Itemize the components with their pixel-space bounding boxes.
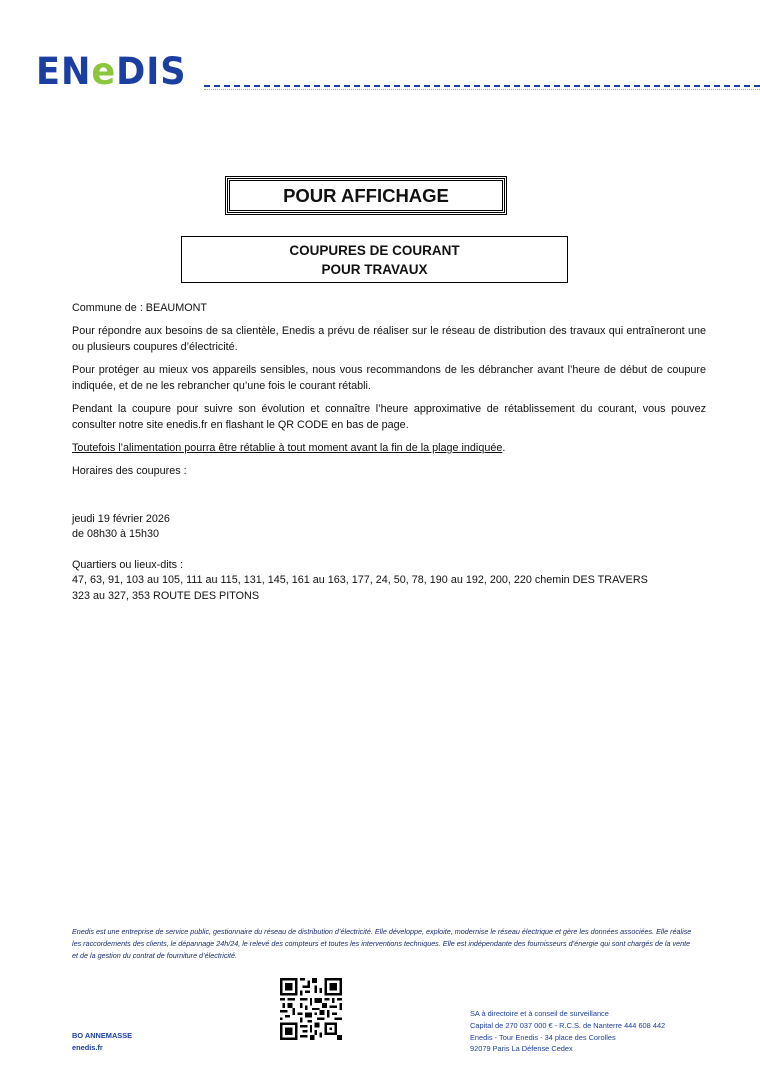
legal-notice: Enedis est une entreprise de service public, gestionnaire du réseau de distribution d’électricité. Elle développe, exploite, modernise le réseau électrique et gère les données associées. Elle réalise les raccordements des clients, le dépannage 24h/24, le relevé des compteurs et toutes les interventions techniques. Elle est indépendante des fournisseurs d’énergie qui sont chargés de la vente et de la gestion du contrat de fourniture d’électricité. (72, 927, 692, 960)
company-status: SA à directoire et à conseil de surveillance (470, 1009, 609, 1018)
paragraph-protection: Pour protéger au mieux vos appareils sensibles, nous vous recommandons de les débrancher avant l’heure de début de coupure indiquée, et de ne les rebrancher qu’une fois le courant rétabli. (72, 364, 706, 392)
company-capital: Capital de 270 037 000 € - R.C.S. de Nanterre 444 608 442 (470, 1020, 666, 1030)
agency-name: BO ANNEMASSE (72, 1031, 133, 1040)
paragraph-retablissement (72, 440, 706, 456)
paragraph-intro: Pour répondre aux besoins de sa clientèle, Enedis a prévu de réaliser sur le réseau de distribution des travaux qui entraîneront une ou plusieurs coupures d’électricité. (72, 325, 706, 353)
website-link[interactable]: enedis.fr (72, 1043, 103, 1052)
subtitle-line-1: COUPURES DE COURANT (289, 242, 460, 258)
footer-left (72, 1030, 132, 1054)
quartiers-line-1: 47, 63, 91, 103 au 105, 111 au 115, 131, 145, 161 au 163, 177, 24, 50, 78, 190 au 192, 200, 220 chemin DES TRAVERS (72, 574, 648, 586)
coupure-date: jeudi 19 février 2026 (72, 513, 170, 525)
quartiers-label: Quartiers ou lieux-dits : (72, 559, 184, 571)
company-address-line-1: Enedis - Tour Enedis - 34 place des Corolles (470, 1032, 616, 1042)
horaires-label: Horaires des coupures : (72, 465, 187, 477)
subtitle-box (181, 236, 568, 283)
qr-code-icon (280, 978, 342, 1040)
coupure-time: de 08h30 à 15h30 (72, 528, 160, 540)
title-box (227, 178, 505, 213)
retablissement-period: . (502, 442, 506, 454)
company-address-line-2: 92079 Paris La Défense Cedex (470, 1044, 573, 1054)
paragraph-suivi: Pendant la coupure pour suivre son évolution et connaître l’heure approximative de rétablissement du courant, vous pouvez consulter notre site enedis.fr en flashant le QR CODE en bas de page. (72, 403, 706, 431)
footer-company-info (470, 1008, 665, 1055)
subtitle-line-2: POUR TRAVAUX (321, 261, 428, 277)
commune-line: Commune de : BEAUMONT (72, 302, 207, 314)
quartiers-line-2: 323 au 327, 353 ROUTE DES PITONS (72, 590, 260, 602)
header-divider (204, 85, 760, 87)
enedis-logo: ENeDIS (36, 50, 187, 93)
page-title: POUR AFFICHAGE (283, 184, 449, 206)
retablissement-notice: Toutefois l’alimentation pourra être rétablie à tout moment avant la fin de la plage indiquée (72, 442, 503, 454)
